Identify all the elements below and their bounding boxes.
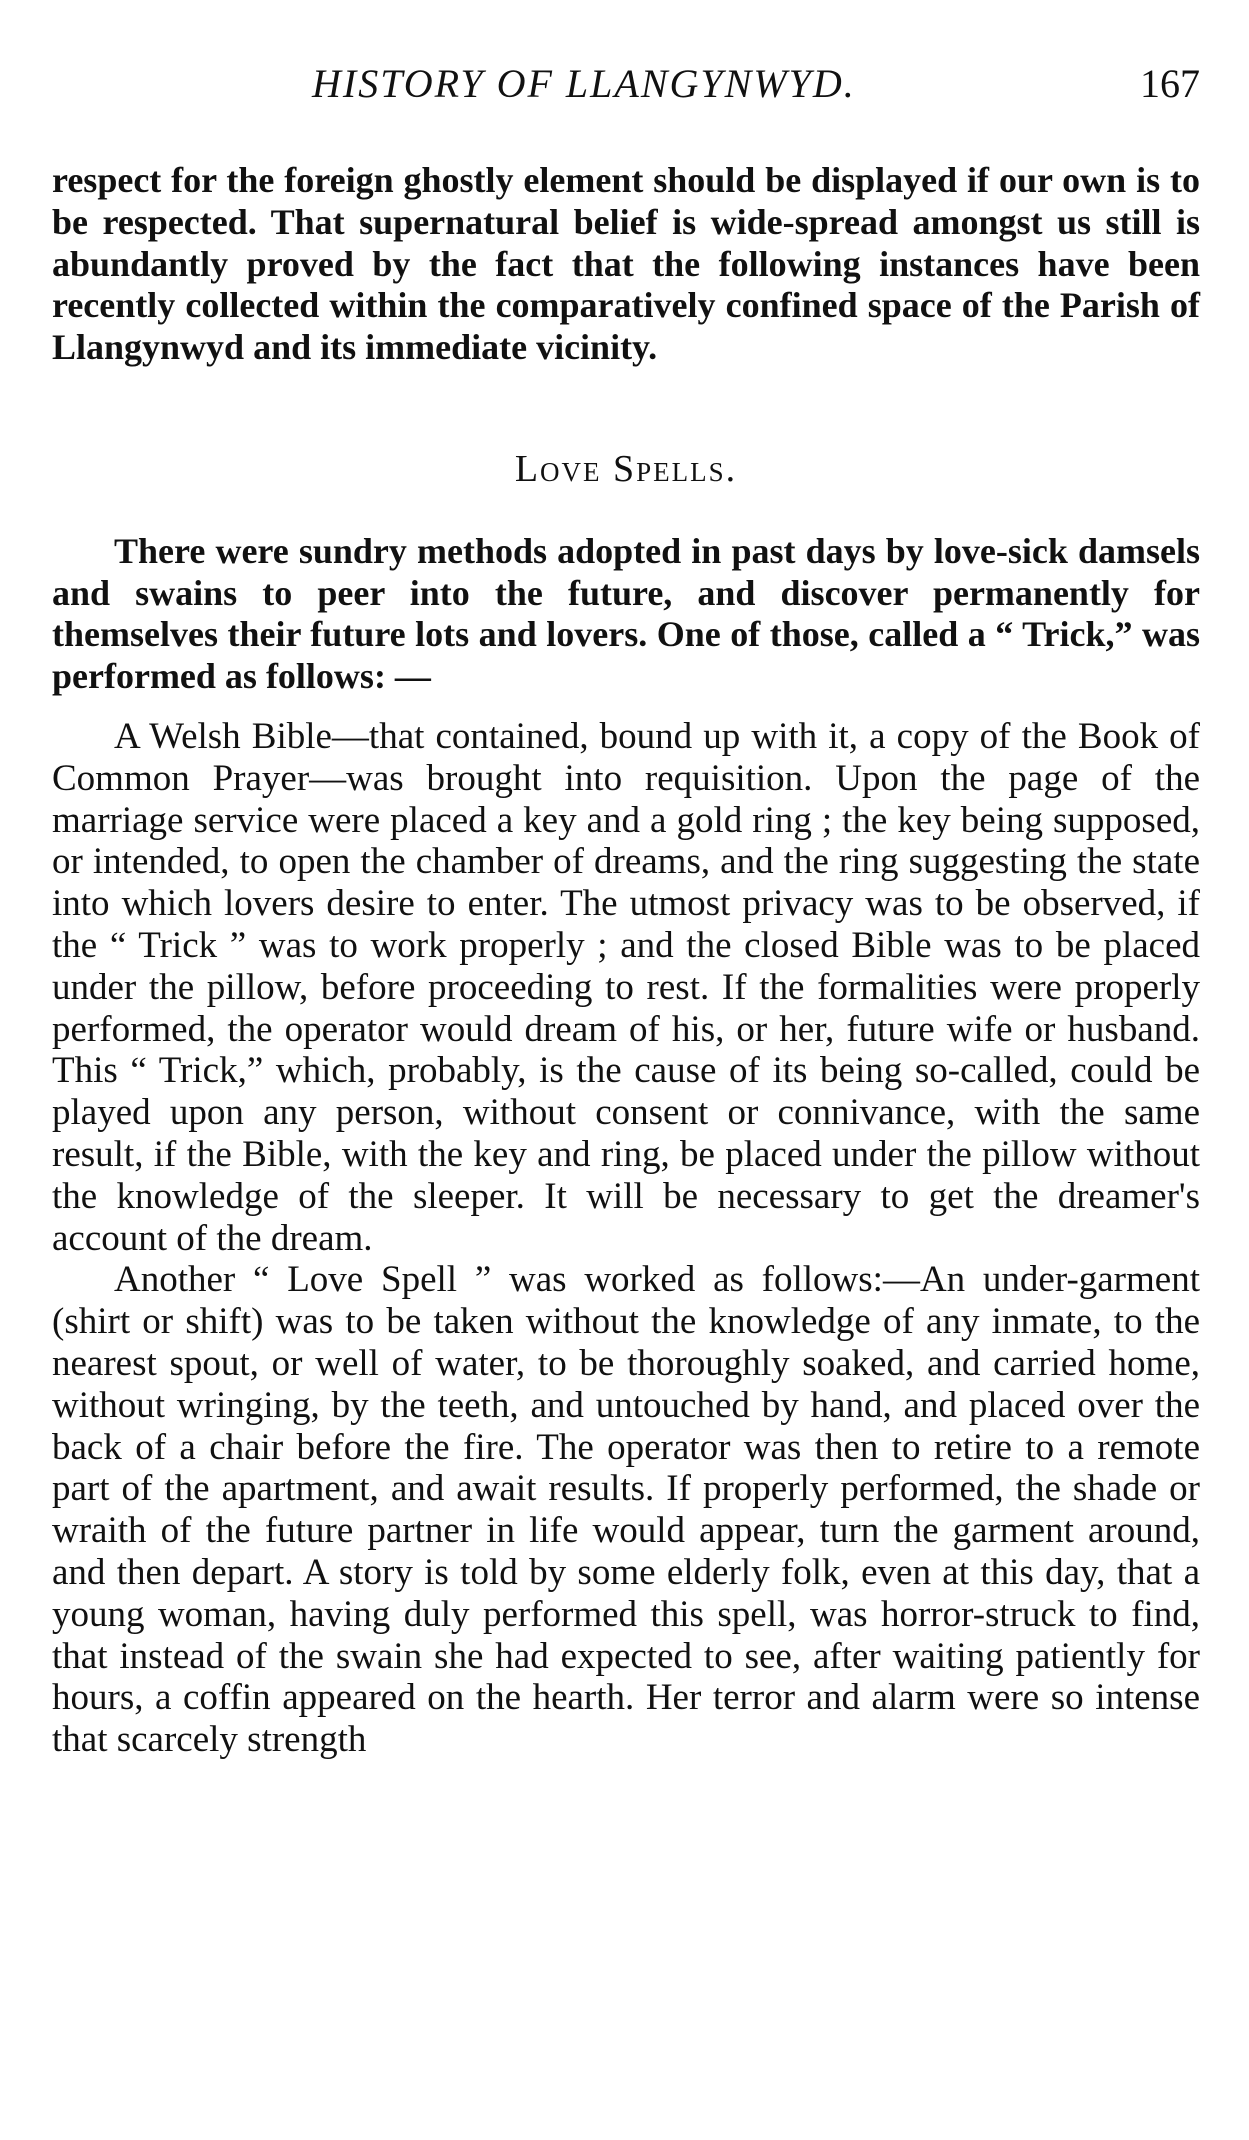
paragraph-another-love-spell: Another “ Love Spell ” was worked as follows:—An under-garment (shirt or shift) was to be taken without the knowledge of any inmate, to the nearest spout, or well of water, to be thoroughly soaked, and carried home, without wringing, by the teeth, and untouched by hand, and placed over the back of a chair before the fire. The operator was then to retire to a remote part of the apartment, and await results. If properly performed, the shade or wraith of the future partner in life would appear, turn the garment around, and then depart. A story is told by some elderly folk, even at this day, that a young woman, having duly performed this spell, was horror-struck to find, that instead of the swain she had expected to see, after waiting patiently for hours, a coffin appeared on the hearth. Her terror and alarm were so intense that scarcely strength [52, 1259, 1200, 1761]
paragraph-love-spells-intro: There were sundry methods adopted in past days by love-sick damsels and swains to peer into the future, and discover permanently for themselves their future lots and lovers. One of those, called a “ Trick,” was performed as follows: — [52, 530, 1200, 697]
running-title: HISTORY OF LLANGYNWYD. [312, 61, 856, 106]
section-heading: Love Spells. [514, 447, 738, 490]
paragraph-welsh-bible: A Welsh Bible—that contained, bound up with it, a copy of the Book of Common Prayer—was brought into requisition. Upon the page of the marriage service were placed a key and a gold ring ; the key being supposed, or intended, to open the chamber of dreams, and the ring suggesting the state into which lovers desire to enter. The utmost privacy was to be observed, if the “ Trick ” was to work properly ; and the closed Bible was to be placed under the pillow, before proceeding to rest. If the formalities were properly performed, the operator would dream of his, or her, future wife or husband. This “ Trick,” which, probably, is the cause of its being so-called, could be played upon any person, without consent or connivance, with the same result, if the Bible, with the key and ring, be placed under the pillow without the knowledge of the sleeper. It will be necessary to get the dreamer's account of the dream. [52, 715, 1200, 1259]
page-number: 167 [1140, 61, 1200, 106]
paragraph-continuation: respect for the foreign ghostly element should be displayed if our own is to be respected. That supernatural belief is wide-spread amongst us still is abundantly proved by the fact that the following instances have been recently collected within the comparatively confined space of the Parish of Llangynwyd and its immediate vicinity. [52, 160, 1200, 368]
book-page [52, 60, 1200, 1761]
running-head [52, 60, 1200, 120]
